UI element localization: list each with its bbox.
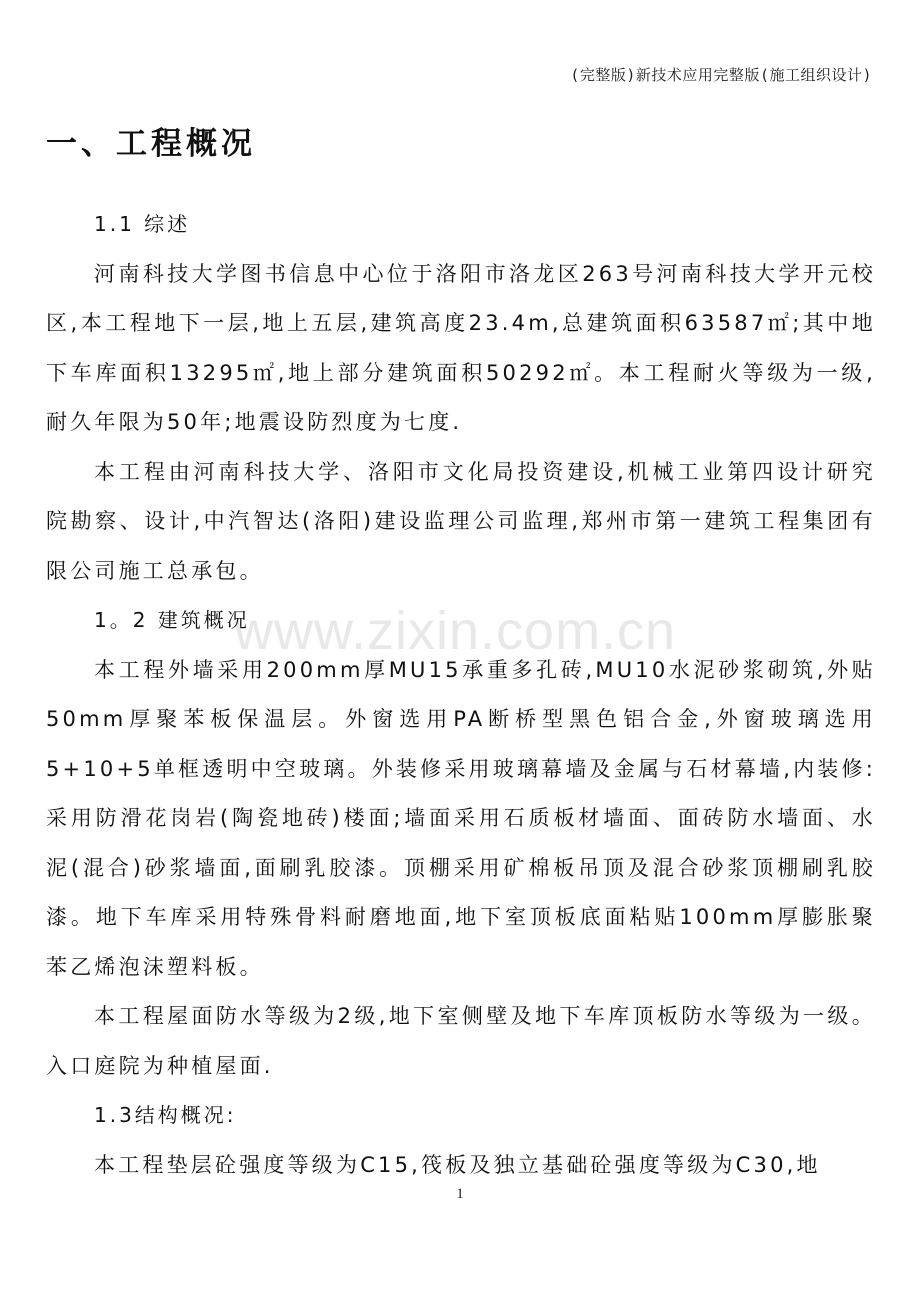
paragraph-overview-location: 河南科技大学图书信息中心位于洛阳市洛龙区263号河南科技大学开元校区,本工程地下一层,地上五层,建筑高度23.4m,总建筑面积63587㎡;其中地下车库面积13295㎡,地上部分建筑面积50292㎡。本工程耐火等级为一级,耐久年限为50年;地震设防烈度为七度. <box>46 261 876 434</box>
watermark: www.zixin.com.cn <box>234 601 677 661</box>
page-header: (完整版)新技术应用完整版(施工组织设计) <box>570 66 872 84</box>
subsection-heading-1-1: 1.1 综述 <box>94 212 191 236</box>
page-number: 1 <box>456 1186 464 1202</box>
paragraph-architecture-materials: 本工程外墙采用200mm厚MU15承重多孔砖,MU10水泥砂浆砌筑,外贴50mm厚聚苯板保温层。外窗选用PA断桥型黑色铝合金,外窗玻璃选用5+10+5单框透明中空玻璃。外装修采用玻璃幕墙及金属与石材幕墙,内装修:采用防滑花岗岩(陶瓷地砖)楼面;墙面采用石质板材墙面、面砖防水墙面、水泥(混合)砂浆墙面,面刷乳胶漆。顶棚采用矿棉板吊顶及混合砂浆顶棚刷乳胶漆。地下车库采用特殊骨料耐磨地面,地下室顶板底面粘贴100mm厚膨胀聚苯乙烯泡沫塑料板。 <box>46 657 876 979</box>
paragraph-structure: 本工程垫层砼强度等级为C15,筏板及独立基础砼强度等级为C30,地 <box>94 1152 821 1177</box>
paragraph-overview-parties: 本工程由河南科技大学、洛阳市文化局投资建设,机械工业第四设计研究院勘察、设计,中汽智达(洛阳)建设监理公司监理,郑州市第一建筑工程集团有限公司施工总承包。 <box>46 459 876 583</box>
subsection-heading-1-2: 1。2 建筑概况 <box>94 608 250 632</box>
section-title: 一、工程概况 <box>46 126 256 162</box>
document-body <box>46 200 876 1190</box>
subsection-heading-1-3: 1.3结构概况: <box>94 1103 237 1127</box>
paragraph-architecture-waterproofing: 本工程屋面防水等级为2级,地下室侧壁及地下车库顶板防水等级为一级。入口庭院为种植屋面. <box>46 1004 876 1078</box>
